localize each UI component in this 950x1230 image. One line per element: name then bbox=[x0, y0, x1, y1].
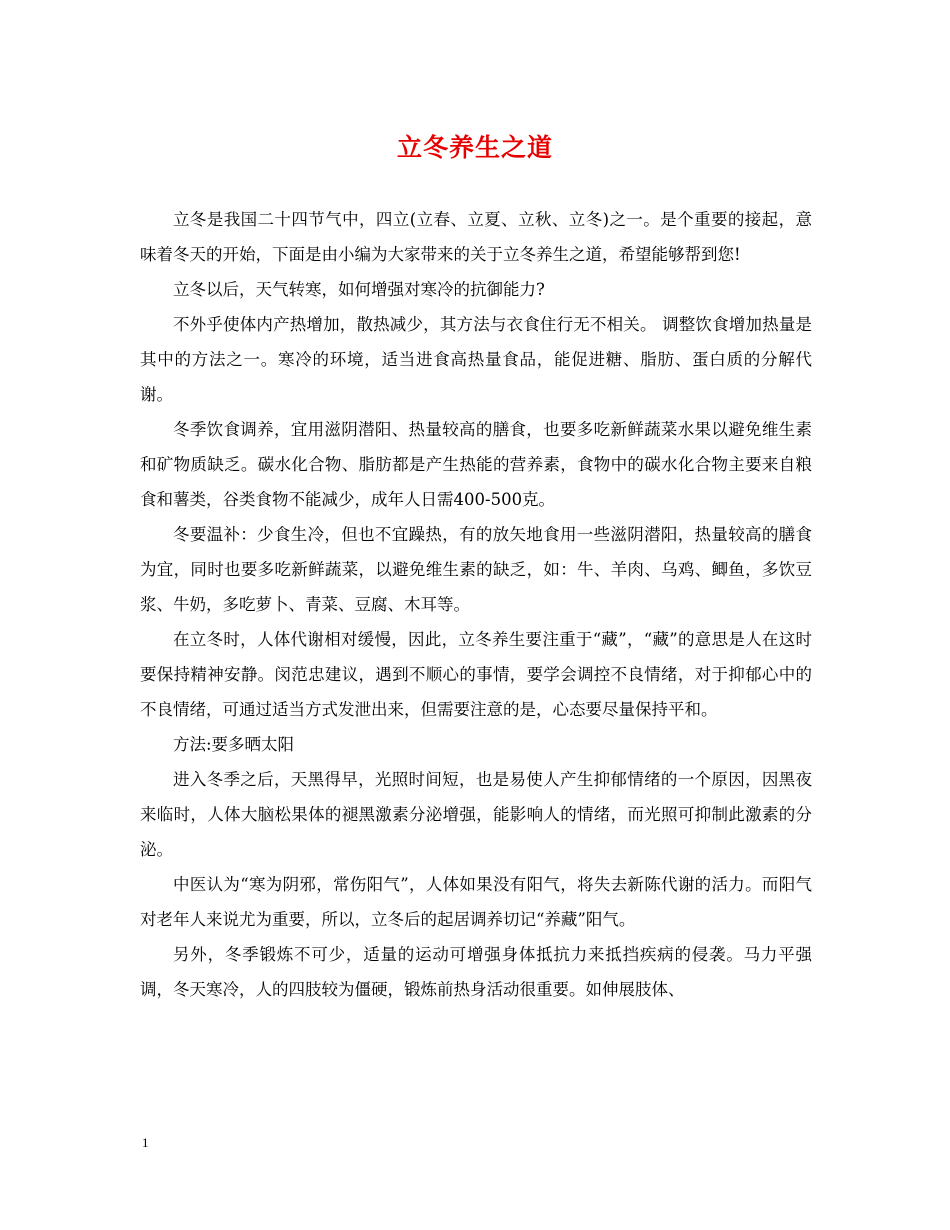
paragraph-1: 立冬是我国二十四节气中，四立(立春、立夏、立秋、立冬)之一。是个重要的接起，意味着冬天的开始，下面是由小编为大家带来的关于立冬养生之道，希望能够帮到您! bbox=[140, 210, 812, 264]
paragraph-5: 冬要温补：少食生冷，但也不宜躁热，有的放矢地食用一些滋阴潜阳，热量较高的膳食为宜，同时也要多吃新鲜蔬菜，以避免维生素的缺乏，如：牛、羊肉、乌鸡、鲫鱼，多饮豆浆、牛奶，多吃萝卜、青菜、豆腐、木耳等。 bbox=[140, 525, 812, 614]
document-title: 立冬养生之道 bbox=[396, 133, 553, 162]
paragraph-4: 冬季饮食调养，宜用滋阴潜阳、热量较高的膳食，也要多吃新鲜蔬菜水果以避免维生素和矿物质缺乏。碳水化合物、脂肪都是产生热能的营养素，食物中的碳水化合物主要来自粮食和薯类，谷类食物不能减少，成年人日需400-500克。 bbox=[140, 420, 812, 509]
paragraph-2: 立冬以后，天气转寒，如何增强对寒冷的抗御能力? bbox=[173, 280, 545, 299]
paragraph-6: 在立冬时，人体代谢相对缓慢，因此，立冬养生要注重于“藏”，“藏”的意思是人在这时要保持精神安静。闵范忠建议，遇到不顺心的事情，要学会调控不良情绪，对于抑郁心中的不良情绪，可通过适当方式发泄出来，但需要注意的是，心态要尽量保持平和。 bbox=[140, 630, 812, 719]
paragraph-3: 不外乎使体内产热增加，散热减少，其方法与衣食住行无不相关。 调整饮食增加热量是其中的方法之一。寒冷的环境，适当进食高热量食品，能促进糖、脂肪、蛋白质的分解代谢。 bbox=[140, 315, 812, 404]
paragraph-9: 中医认为“寒为阴邪，常伤阳气”，人体如果没有阳气，将失去新陈代谢的活力。而阳气对老年人来说尤为重要，所以，立冬后的起居调养切记“养藏”阳气。 bbox=[140, 875, 812, 929]
page-number: 1 bbox=[142, 1135, 149, 1150]
document-body bbox=[140, 202, 812, 1007]
section-heading-sunlight: 方法:要多晒太阳 bbox=[173, 735, 295, 754]
paragraph-8: 进入冬季之后，天黑得早，光照时间短，也是易使人产生抑郁情绪的一个原因，因黑夜来临时，人体大脑松果体的褪黑激素分泌增强，能影响人的情绪，而光照可抑制此激素的分泌。 bbox=[140, 770, 812, 859]
paragraph-10: 另外，冬季锻炼不可少，适量的运动可增强身体抵抗力来抵挡疾病的侵袭。马力平强调，冬天寒冷，人的四肢较为僵硬，锻炼前热身活动很重要。如伸展肢体、 bbox=[140, 945, 812, 999]
